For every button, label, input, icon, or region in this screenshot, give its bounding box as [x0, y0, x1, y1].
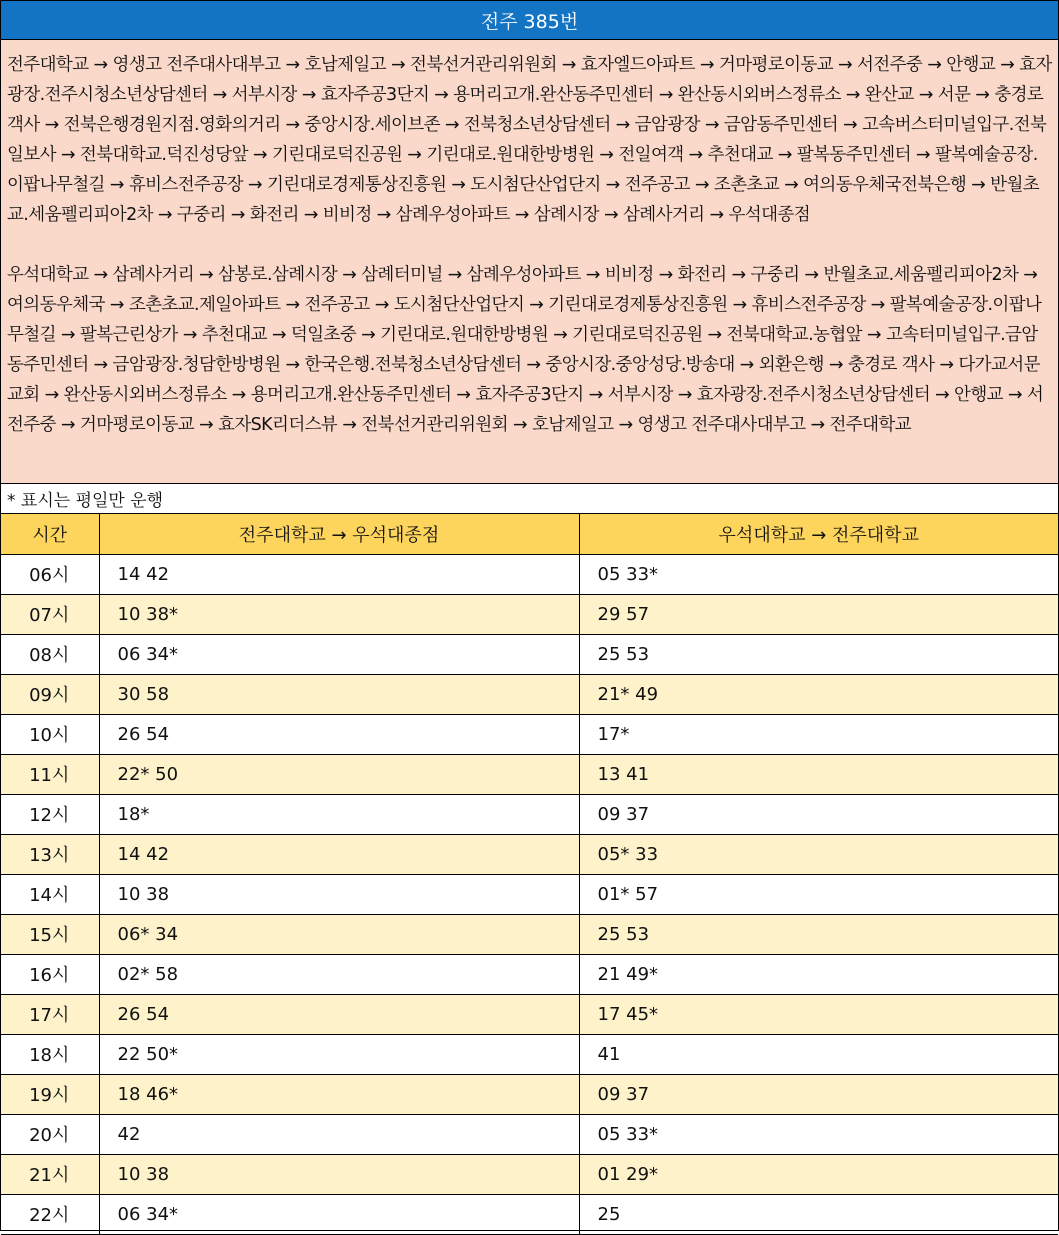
- table-row: [1, 674, 1058, 714]
- outbound-times-cell: 10 38: [99, 874, 579, 914]
- hour-cell: 20시: [1, 1114, 99, 1154]
- hour-cell: 22시: [1, 1194, 99, 1234]
- outbound-times-cell: 18 46*: [99, 1074, 579, 1114]
- table-row: [1, 794, 1058, 834]
- outbound-times-cell: 02* 58: [99, 954, 579, 994]
- table-row: [1, 594, 1058, 634]
- table-row: [1, 954, 1058, 994]
- hour-cell: 10시: [1, 714, 99, 754]
- outbound-times-cell: 14 42: [99, 834, 579, 874]
- inbound-times-cell: 13 41: [579, 754, 1058, 794]
- outbound-times-cell: 10 38*: [99, 594, 579, 634]
- inbound-times-cell: 09 37: [579, 794, 1058, 834]
- hour-cell: 06시: [1, 554, 99, 594]
- table-row: [1, 914, 1058, 954]
- table-row: [1, 1074, 1058, 1114]
- inbound-times-cell: 29 57: [579, 594, 1058, 634]
- inbound-times-cell: 21* 49: [579, 674, 1058, 714]
- inbound-times-cell: 25 53: [579, 914, 1058, 954]
- hour-cell: 08시: [1, 634, 99, 674]
- route-inbound: 우석대학교 → 삼례사거리 → 삼봉로.삼례시장 → 삼례터미널 → 삼례우성아파트 → 비비정 → 화전리 → 구중리 → 반월초교.세움펠리피아2차 → 여의동우체국 → 조촌초교.제일아파트 → 전주공고 → 도시첨단산업단지 → 기린대로경제통상진흥원 → 휴비스전주공장 → 팔복예술공장.이팝나무철길 → 팔복근린상가 → 추천대교 → 덕일초중 → 기린대로.원대한방병원 → 기린대로덕진공원 → 전북대학교.농협앞 → 고속터미널입구.금암동주민센터 → 금암광장.청담한방병원 → 한국은행.전북청소년상담센터 → 중앙시장.중앙성당.방송대 → 외환은행 → 충경로 객사 → 다가교서문교회 → 완산동시외버스정류소 → 용머리고개.완산동주민센터 → 효자주공3단지 → 서부시장 → 효자광장.전주시청소년상담센터 → 안행교 → 서전주중 → 거마평로이동교 → 효자SK리더스뷰 → 전북선거관리위원회 → 호남제일고 → 영생고 전주대사대부고 → 전주대학교: [7, 265, 1044, 435]
- inbound-times-cell: 05 33*: [579, 554, 1058, 594]
- table-row: [1, 1194, 1058, 1234]
- inbound-times-cell: 41: [579, 1034, 1058, 1074]
- inbound-times-cell: 05* 33: [579, 834, 1058, 874]
- table-row: [1, 834, 1058, 874]
- page-title: 전주 385번: [1, 1, 1058, 40]
- outbound-times-cell: 18*: [99, 794, 579, 834]
- hour-cell: 21시: [1, 1154, 99, 1194]
- table-header-row: [1, 514, 1058, 554]
- hour-cell: 15시: [1, 914, 99, 954]
- outbound-times-cell: 22* 50: [99, 754, 579, 794]
- route-outbound: 전주대학교 → 영생고 전주대사대부고 → 호남제일고 → 전북선거관리위원회 → 효자엘드아파트 → 거마평로이동교 → 서전주중 → 안행교 → 효자광장.전주시청소년상담센터 → 서부시장 → 효자주공3단지 → 용머리고개.완산동주민센터 → 완산동시외버스정류소 → 완산교 → 서문 → 충경로 객사 → 전북은행경원지점.영화의거리 → 중앙시장.세이브존 → 전북청소년상담센터 → 금암광장 → 금암동주민센터 → 고속버스터미널입구.전북일보사 → 전북대학교.덕진성당앞 → 기린대로덕진공원 → 기린대로.원대한방병원 → 전일여객 → 추천대교 → 팔복동주민센터 → 팔복예술공장.이팝나무철길 → 휴비스전주공장 → 기린대로경제통상진흥원 → 도시첨단산업단지 → 전주공고 → 조촌초교 → 여의동우체국전북은행 → 반월초교.세움펠리피아2차 → 구중리 → 화전리 → 비비정 → 삼례우성아파트 → 삼례시장 → 삼례사거리 → 우석대종점: [7, 55, 1052, 225]
- outbound-times-cell: 10 38: [99, 1154, 579, 1194]
- table-row: [1, 1114, 1058, 1154]
- inbound-times-cell: 17*: [579, 714, 1058, 754]
- hour-cell: 13시: [1, 834, 99, 874]
- outbound-times-cell: 06 34*: [99, 634, 579, 674]
- outbound-times-cell: 26 54: [99, 994, 579, 1034]
- inbound-times-cell: 09 37: [579, 1074, 1058, 1114]
- outbound-times-cell: 30 58: [99, 674, 579, 714]
- table-row: [1, 754, 1058, 794]
- hour-cell: 16시: [1, 954, 99, 994]
- inbound-times-cell: 25 53: [579, 634, 1058, 674]
- inbound-times-cell: 21 49*: [579, 954, 1058, 994]
- inbound-times-cell: 01 29*: [579, 1154, 1058, 1194]
- table-row: [1, 714, 1058, 754]
- outbound-times-cell: 22 50*: [99, 1034, 579, 1074]
- inbound-times-cell: 05 33*: [579, 1114, 1058, 1154]
- hour-cell: 19시: [1, 1074, 99, 1114]
- table-row: [1, 1034, 1058, 1074]
- inbound-times-cell: 17 45*: [579, 994, 1058, 1034]
- hour-cell: 12시: [1, 794, 99, 834]
- hour-cell: 18시: [1, 1034, 99, 1074]
- inbound-times-cell: 01* 57: [579, 874, 1058, 914]
- hour-cell: 11시: [1, 754, 99, 794]
- inbound-times-cell: 25: [579, 1194, 1058, 1234]
- header-inbound: 우석대학교 → 전주대학교: [579, 514, 1058, 554]
- table-row: [1, 994, 1058, 1034]
- table-row: [1, 634, 1058, 674]
- table-row: [1, 554, 1058, 594]
- hour-cell: 09시: [1, 674, 99, 714]
- header-hour: 시간: [1, 514, 99, 554]
- table-row: [1, 1154, 1058, 1194]
- outbound-times-cell: 26 54: [99, 714, 579, 754]
- timetable: [1, 514, 1058, 1235]
- outbound-times-cell: 06* 34: [99, 914, 579, 954]
- weekday-note: * 표시는 평일만 운행: [1, 484, 1058, 514]
- hour-cell: 07시: [1, 594, 99, 634]
- outbound-times-cell: 06 34*: [99, 1194, 579, 1234]
- outbound-times-cell: 14 42: [99, 554, 579, 594]
- hour-cell: 14시: [1, 874, 99, 914]
- outbound-times-cell: 42: [99, 1114, 579, 1154]
- hour-cell: 17시: [1, 994, 99, 1034]
- timetable-body: [1, 554, 1058, 1234]
- route-description: [1, 40, 1058, 484]
- table-row: [1, 874, 1058, 914]
- header-outbound: 전주대학교 → 우석대종점: [99, 514, 579, 554]
